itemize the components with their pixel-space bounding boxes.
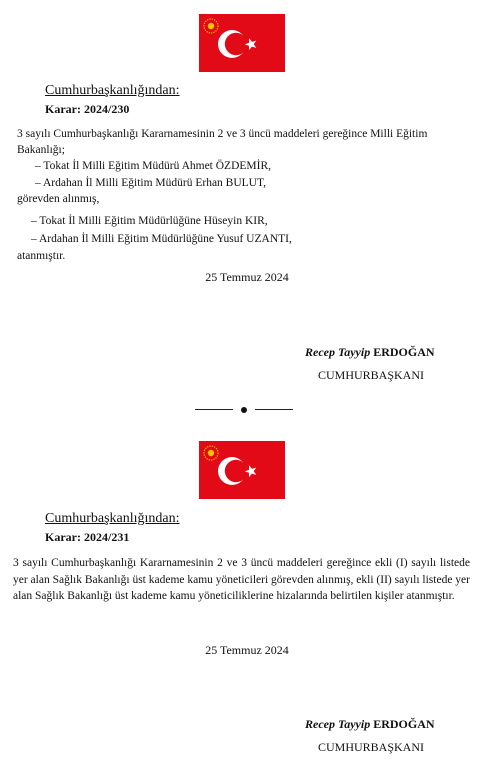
appointed-item: – Ardahan İl Milli Eğitim Müdürlüğüne Yusuf UZANTI, bbox=[31, 233, 292, 245]
decision-number: Karar: 2024/231 bbox=[45, 530, 130, 544]
signer-name bbox=[305, 717, 435, 732]
removed-item: – Tokat İl Milli Eğitim Müdürü Ahmet ÖZDEMİR, bbox=[35, 160, 272, 172]
section-separator bbox=[195, 403, 293, 415]
separator-dot bbox=[241, 407, 247, 413]
signer-first-name: Recep Tayyip bbox=[305, 345, 371, 359]
decision-date: 25 Temmuz 2024 bbox=[205, 270, 289, 284]
signer-last-name: ERDOĞAN bbox=[373, 345, 435, 359]
signer-title: CUMHURBAŞKANI bbox=[318, 740, 425, 754]
turkish-flag-emblem bbox=[199, 14, 285, 72]
issuer-heading: Cumhurbaşkanlığından: bbox=[45, 83, 180, 98]
decision-date: 25 Temmuz 2024 bbox=[205, 643, 289, 657]
presidential-flag-icon bbox=[199, 14, 285, 72]
decision-number: Karar: 2024/230 bbox=[45, 102, 130, 116]
decision-body: 3 sayılı Cumhurbaşkanlığı Kararnamesinin 2 ve 3 üncü maddeleri gereğince ekli (I) sayılı listede yer alan Sağlık Bakanlığı üst kademe kamu yöneticileri görevden alınmış, ekli (II) sayılı listede yer alan Sağlık Bakanlığı üst kademe kamu yöneticiliklerine hizalarında belirtilen kişiler atanmıştır. bbox=[13, 557, 470, 602]
turkish-flag-emblem bbox=[199, 441, 285, 499]
signer-first-name: Recep Tayyip bbox=[305, 717, 371, 731]
signer-name bbox=[305, 345, 435, 360]
removed-suffix: görevden alınmış, bbox=[17, 193, 100, 205]
separator-line-left bbox=[195, 409, 233, 410]
signer-title: CUMHURBAŞKANI bbox=[318, 368, 425, 382]
separator-line-right bbox=[255, 409, 293, 410]
decision-intro-line1: 3 sayılı Cumhurbaşkanlığı Kararnamesinin 2 ve 3 üncü maddeleri gereğince Milli Eğitim bbox=[17, 128, 428, 140]
presidential-flag-icon bbox=[199, 441, 285, 499]
appointed-suffix: atanmıştır. bbox=[17, 250, 66, 262]
issuer-heading: Cumhurbaşkanlığından: bbox=[45, 511, 180, 526]
appointed-item: – Tokat İl Milli Eğitim Müdürlüğüne Hüseyin KIR, bbox=[31, 215, 268, 227]
removed-item: – Ardahan İl Milli Eğitim Müdürü Erhan BULUT, bbox=[35, 177, 267, 189]
signer-last-name: ERDOĞAN bbox=[373, 717, 435, 731]
decision-intro-line2: Bakanlığı; bbox=[17, 144, 65, 156]
